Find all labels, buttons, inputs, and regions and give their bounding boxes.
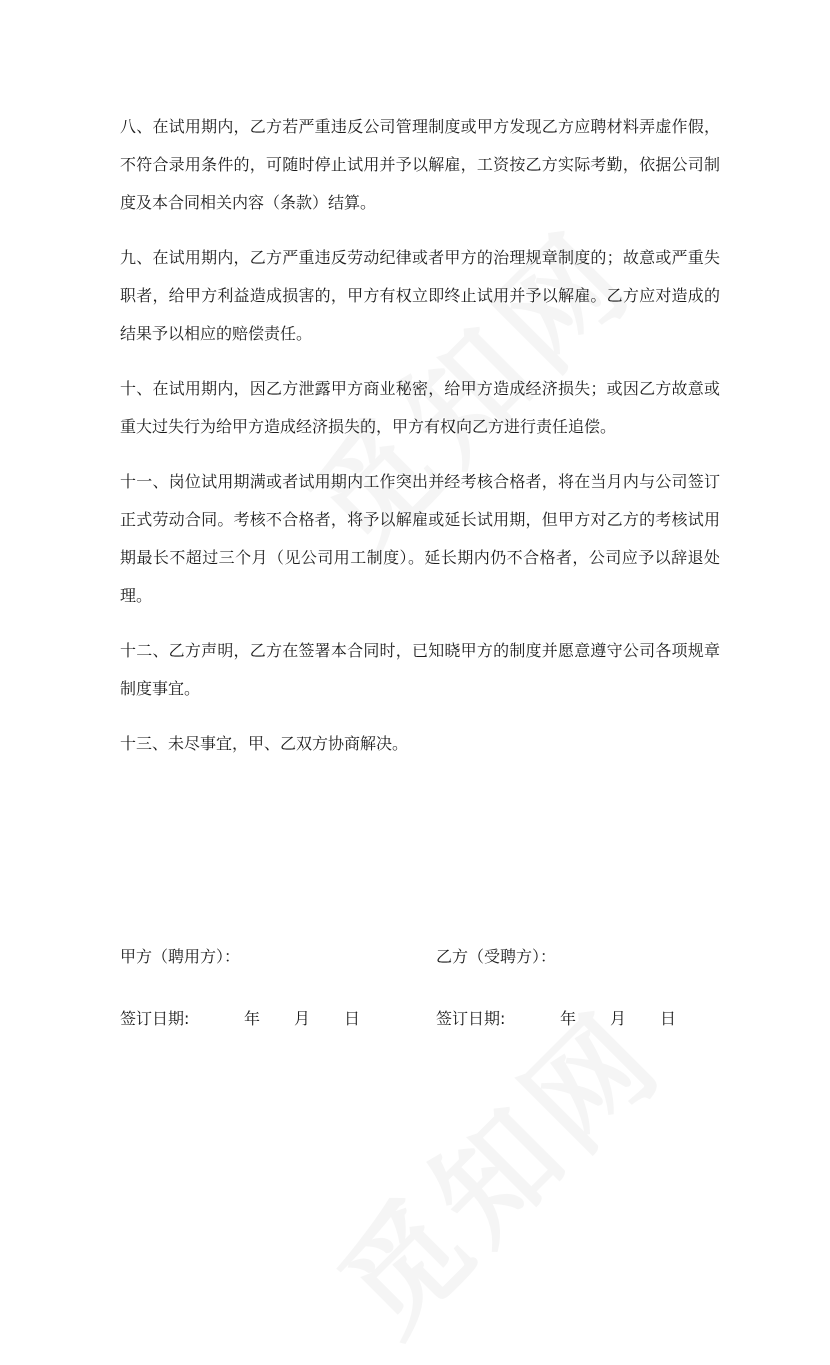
date-label: 签订日期: (120, 1009, 190, 1028)
date-row (120, 999, 720, 1039)
clause-10: 十、在试用期内，因乙方泄露甲方商业秘密，给甲方造成经济损失；或因乙方故意或重大过失行为给甲方造成经济损失的，甲方有权向乙方进行责任追偿。 (120, 379, 720, 436)
clause-11: 十一、岗位试用期满或者试用期内工作突出并经考核合格者，将在当月内与公司签订正式劳动合同。考核不合格者，将予以解雇或延长试用期，但甲方对乙方的考核试用期最长不超过三个月（见公司用工制度）。延长期内仍不合格者，公司应予以辞退处理。 (120, 472, 720, 605)
year-label: 年 (560, 1009, 577, 1028)
party-a-label: 甲方（聘用方）： (120, 947, 241, 966)
clause-9: 九、在试用期内，乙方严重违反劳动纪律或者甲方的治理规章制度的；故意或严重失职者，给甲方利益造成损害的，甲方有权立即终止试用并予以解雇。乙方应对造成的结果予以相应的赔偿责任。 (120, 248, 720, 343)
day-label: 日 (660, 1009, 677, 1028)
month-label: 月 (610, 1009, 627, 1028)
month-label: 月 (294, 1009, 311, 1028)
contract-clauses (120, 108, 720, 780)
party-b-date (436, 999, 710, 1039)
clause-8: 八、在试用期内，乙方若严重违反公司管理制度或甲方发现乙方应聘材料弄虚作假，不符合录用条件的，可随时停止试用并予以解雇，工资按乙方实际考勤，依据公司制度及本合同相关内容（条款）结算。 (120, 117, 720, 212)
date-label: 签订日期: (436, 1009, 506, 1028)
day-label: 日 (344, 1009, 361, 1028)
party-row (120, 937, 720, 977)
party-b-label: 乙方（受聘方）： (436, 947, 557, 966)
party-a-date (120, 999, 394, 1039)
signature-section (120, 937, 720, 1061)
clause-13: 十三、未尽事宜，甲、乙双方协商解决。 (120, 734, 409, 753)
clause-12: 十二、乙方声明，乙方在签署本合同时，已知晓甲方的制度并愿意遵守公司各项规章制度事宜。 (120, 641, 720, 698)
year-label: 年 (244, 1009, 261, 1028)
